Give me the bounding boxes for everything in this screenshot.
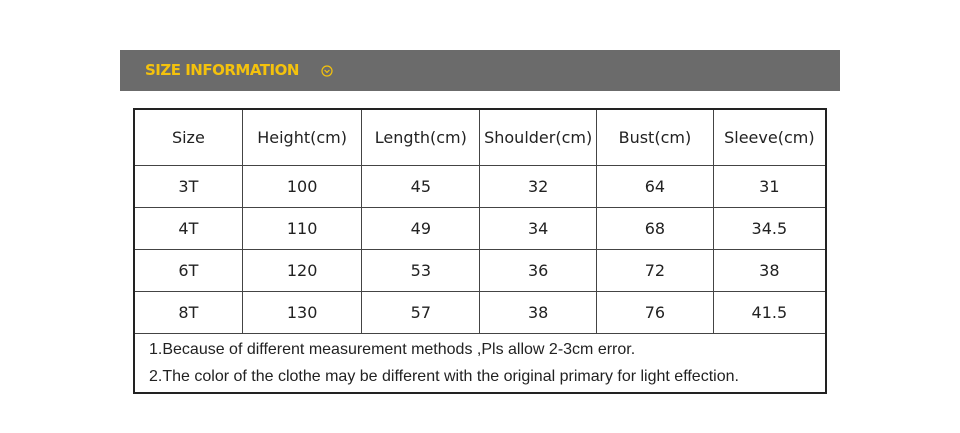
cell-bust: 72 <box>597 249 714 291</box>
cell-bust: 64 <box>597 165 714 207</box>
header-height: Height(cm) <box>242 109 362 165</box>
cell-shoulder: 38 <box>480 291 597 333</box>
header-size: Size <box>134 109 242 165</box>
header-sleeve: Sleeve(cm) <box>713 109 826 165</box>
cell-size: 6T <box>134 249 242 291</box>
cell-length: 57 <box>362 291 480 333</box>
cell-sleeve: 34.5 <box>713 207 826 249</box>
cell-length: 45 <box>362 165 480 207</box>
cell-length: 53 <box>362 249 480 291</box>
cell-height: 110 <box>242 207 362 249</box>
banner-title: SIZE INFORMATION <box>145 61 299 79</box>
cell-size: 8T <box>134 291 242 333</box>
cell-shoulder: 34 <box>480 207 597 249</box>
note-color-difference: 2.The color of the clothe may be different with the original primary for light effection. <box>149 367 739 385</box>
header-length: Length(cm) <box>362 109 480 165</box>
cell-bust: 76 <box>597 291 714 333</box>
cell-size: 3T <box>134 165 242 207</box>
cell-length: 49 <box>362 207 480 249</box>
table-row <box>134 207 826 249</box>
cell-sleeve: 41.5 <box>713 291 826 333</box>
header-shoulder: Shoulder(cm) <box>480 109 597 165</box>
cell-height: 100 <box>242 165 362 207</box>
size-table <box>133 108 827 394</box>
cell-height: 120 <box>242 249 362 291</box>
cell-shoulder: 32 <box>480 165 597 207</box>
table-row <box>134 291 826 333</box>
header-bust: Bust(cm) <box>597 109 714 165</box>
notes-cell <box>134 333 826 393</box>
cell-sleeve: 31 <box>713 165 826 207</box>
cell-shoulder: 36 <box>480 249 597 291</box>
chevron-down-circle-icon <box>321 65 333 77</box>
note-measurement-error: 1.Because of different measurement methods ,Pls allow 2-3cm error. <box>149 340 636 358</box>
table-row <box>134 165 826 207</box>
cell-bust: 68 <box>597 207 714 249</box>
size-info-banner <box>120 50 840 91</box>
notes-row <box>134 333 826 393</box>
table-header-row <box>134 109 826 165</box>
cell-size: 4T <box>134 207 242 249</box>
table-row <box>134 249 826 291</box>
cell-height: 130 <box>242 291 362 333</box>
cell-sleeve: 38 <box>713 249 826 291</box>
